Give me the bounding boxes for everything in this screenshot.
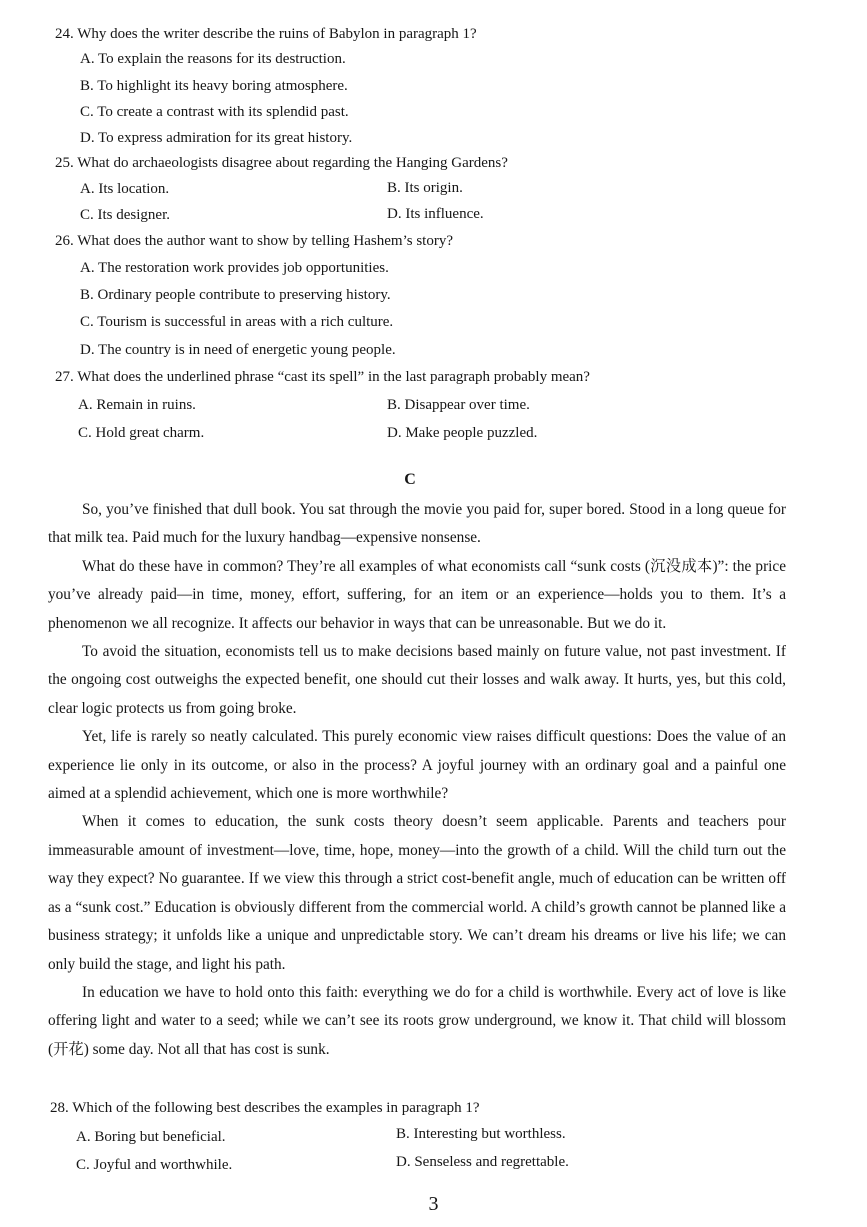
question-25-option-d: D. Its influence. <box>387 206 484 222</box>
question-27-stem: 27. What does the underlined phrase “cast its spell” in the last paragraph probably mean? <box>55 369 590 385</box>
question-28-option-a: A. Boring but beneficial. <box>76 1129 226 1145</box>
question-26-stem: 26. What does the author want to show by telling Hashem’s story? <box>55 233 453 249</box>
passage-paragraph-1: So, you’ve finished that dull book. You sat through the movie you paid for, super bored. Stood in a long queue for that milk tea. Paid much for the luxury handbag—expensive nonsense. <box>48 501 786 547</box>
question-25-option-c: C. Its designer. <box>80 207 170 223</box>
page-number: 3 <box>428 1193 439 1215</box>
question-25-option-b: B. Its origin. <box>387 180 463 196</box>
section-title: C <box>404 471 416 488</box>
question-28-stem: 28. Which of the following best describes the examples in paragraph 1? <box>50 1100 480 1116</box>
question-24-option-c: C. To create a contrast with its splendid past. <box>80 104 349 120</box>
question-26-option-b: B. Ordinary people contribute to preserving history. <box>80 287 391 303</box>
reading-passage <box>48 496 786 1064</box>
question-24-option-b: B. To highlight its heavy boring atmosphere. <box>80 78 348 94</box>
passage-paragraph-5: When it comes to education, the sunk costs theory doesn’t seem applicable. Parents and teachers pour immeasurable amount of investment—love, time, hope, money—into the growth of a child. Will the child turn out the way they expect? No guarantee. If we view this through a strict cost-benefit angle, much of education can be written off as a “sunk cost.” Education is obviously different from the commercial world. A child’s growth cannot be planned like a business strategy; it unfolds like a unique and unpredictable story. We can’t dream his dreams or live his life; we can only build the stage, and light his path. <box>48 813 786 973</box>
question-25-option-a: A. Its location. <box>80 181 170 197</box>
question-24-option-a: A. To explain the reasons for its destruction. <box>80 51 346 67</box>
question-24-option-d: D. To express admiration for its great history. <box>80 130 353 146</box>
question-28-option-c: C. Joyful and worthwhile. <box>76 1157 233 1173</box>
question-24-stem: 24. Why does the writer describe the ruins of Babylon in paragraph 1? <box>55 26 477 42</box>
question-25-stem: 25. What do archaeologists disagree about regarding the Hanging Gardens? <box>55 155 508 171</box>
question-27-option-a: A. Remain in ruins. <box>78 397 196 413</box>
question-27-option-d: D. Make people puzzled. <box>387 425 538 441</box>
question-27-option-c: C. Hold great charm. <box>78 425 205 441</box>
question-26-option-a: A. The restoration work provides job opportunities. <box>80 260 389 276</box>
question-27-option-b: B. Disappear over time. <box>387 397 530 413</box>
question-28-option-b: B. Interesting but worthless. <box>396 1126 566 1142</box>
question-26-option-c: C. Tourism is successful in areas with a rich culture. <box>80 314 394 330</box>
passage-paragraph-3: To avoid the situation, economists tell us to make decisions based mainly on future value, not past investment. If the ongoing cost outweighs the expected benefit, one should cut their losses and walk away. It hurts, yes, but this cold, clear logic protects us from going broke. <box>48 643 786 717</box>
passage-paragraph-6: In education we have to hold onto this faith: everything we do for a child is worthwhile. Every act of love is like offering light and water to a seed; while we can’t see its roots grow underground, we know it. That child will blossom (开花) some day. Not all that has cost is sunk. <box>48 983 786 1058</box>
passage-paragraph-2: What do these have in common? They’re all examples of what economists call “sunk costs (沉没成本)”: the price you’ve already paid—in time, money, effort, suffering, for an item or an experience—holds you to them. It’s a phenomenon we all recognize. It affects our behavior in ways that can be unreasonable. But we do it. <box>48 557 786 632</box>
question-26-option-d: D. The country is in need of energetic young people. <box>80 342 396 358</box>
passage-paragraph-4: Yet, life is rarely so neatly calculated. This purely economic view raises difficult questions: Does the value of an experience lie only in its outcome, or also in the process? A joyful journey with an ordinary goal and a painful one aimed at a splendid achievement, which one is more worthwhile? <box>48 728 786 803</box>
question-28-option-d: D. Senseless and regrettable. <box>396 1154 569 1170</box>
